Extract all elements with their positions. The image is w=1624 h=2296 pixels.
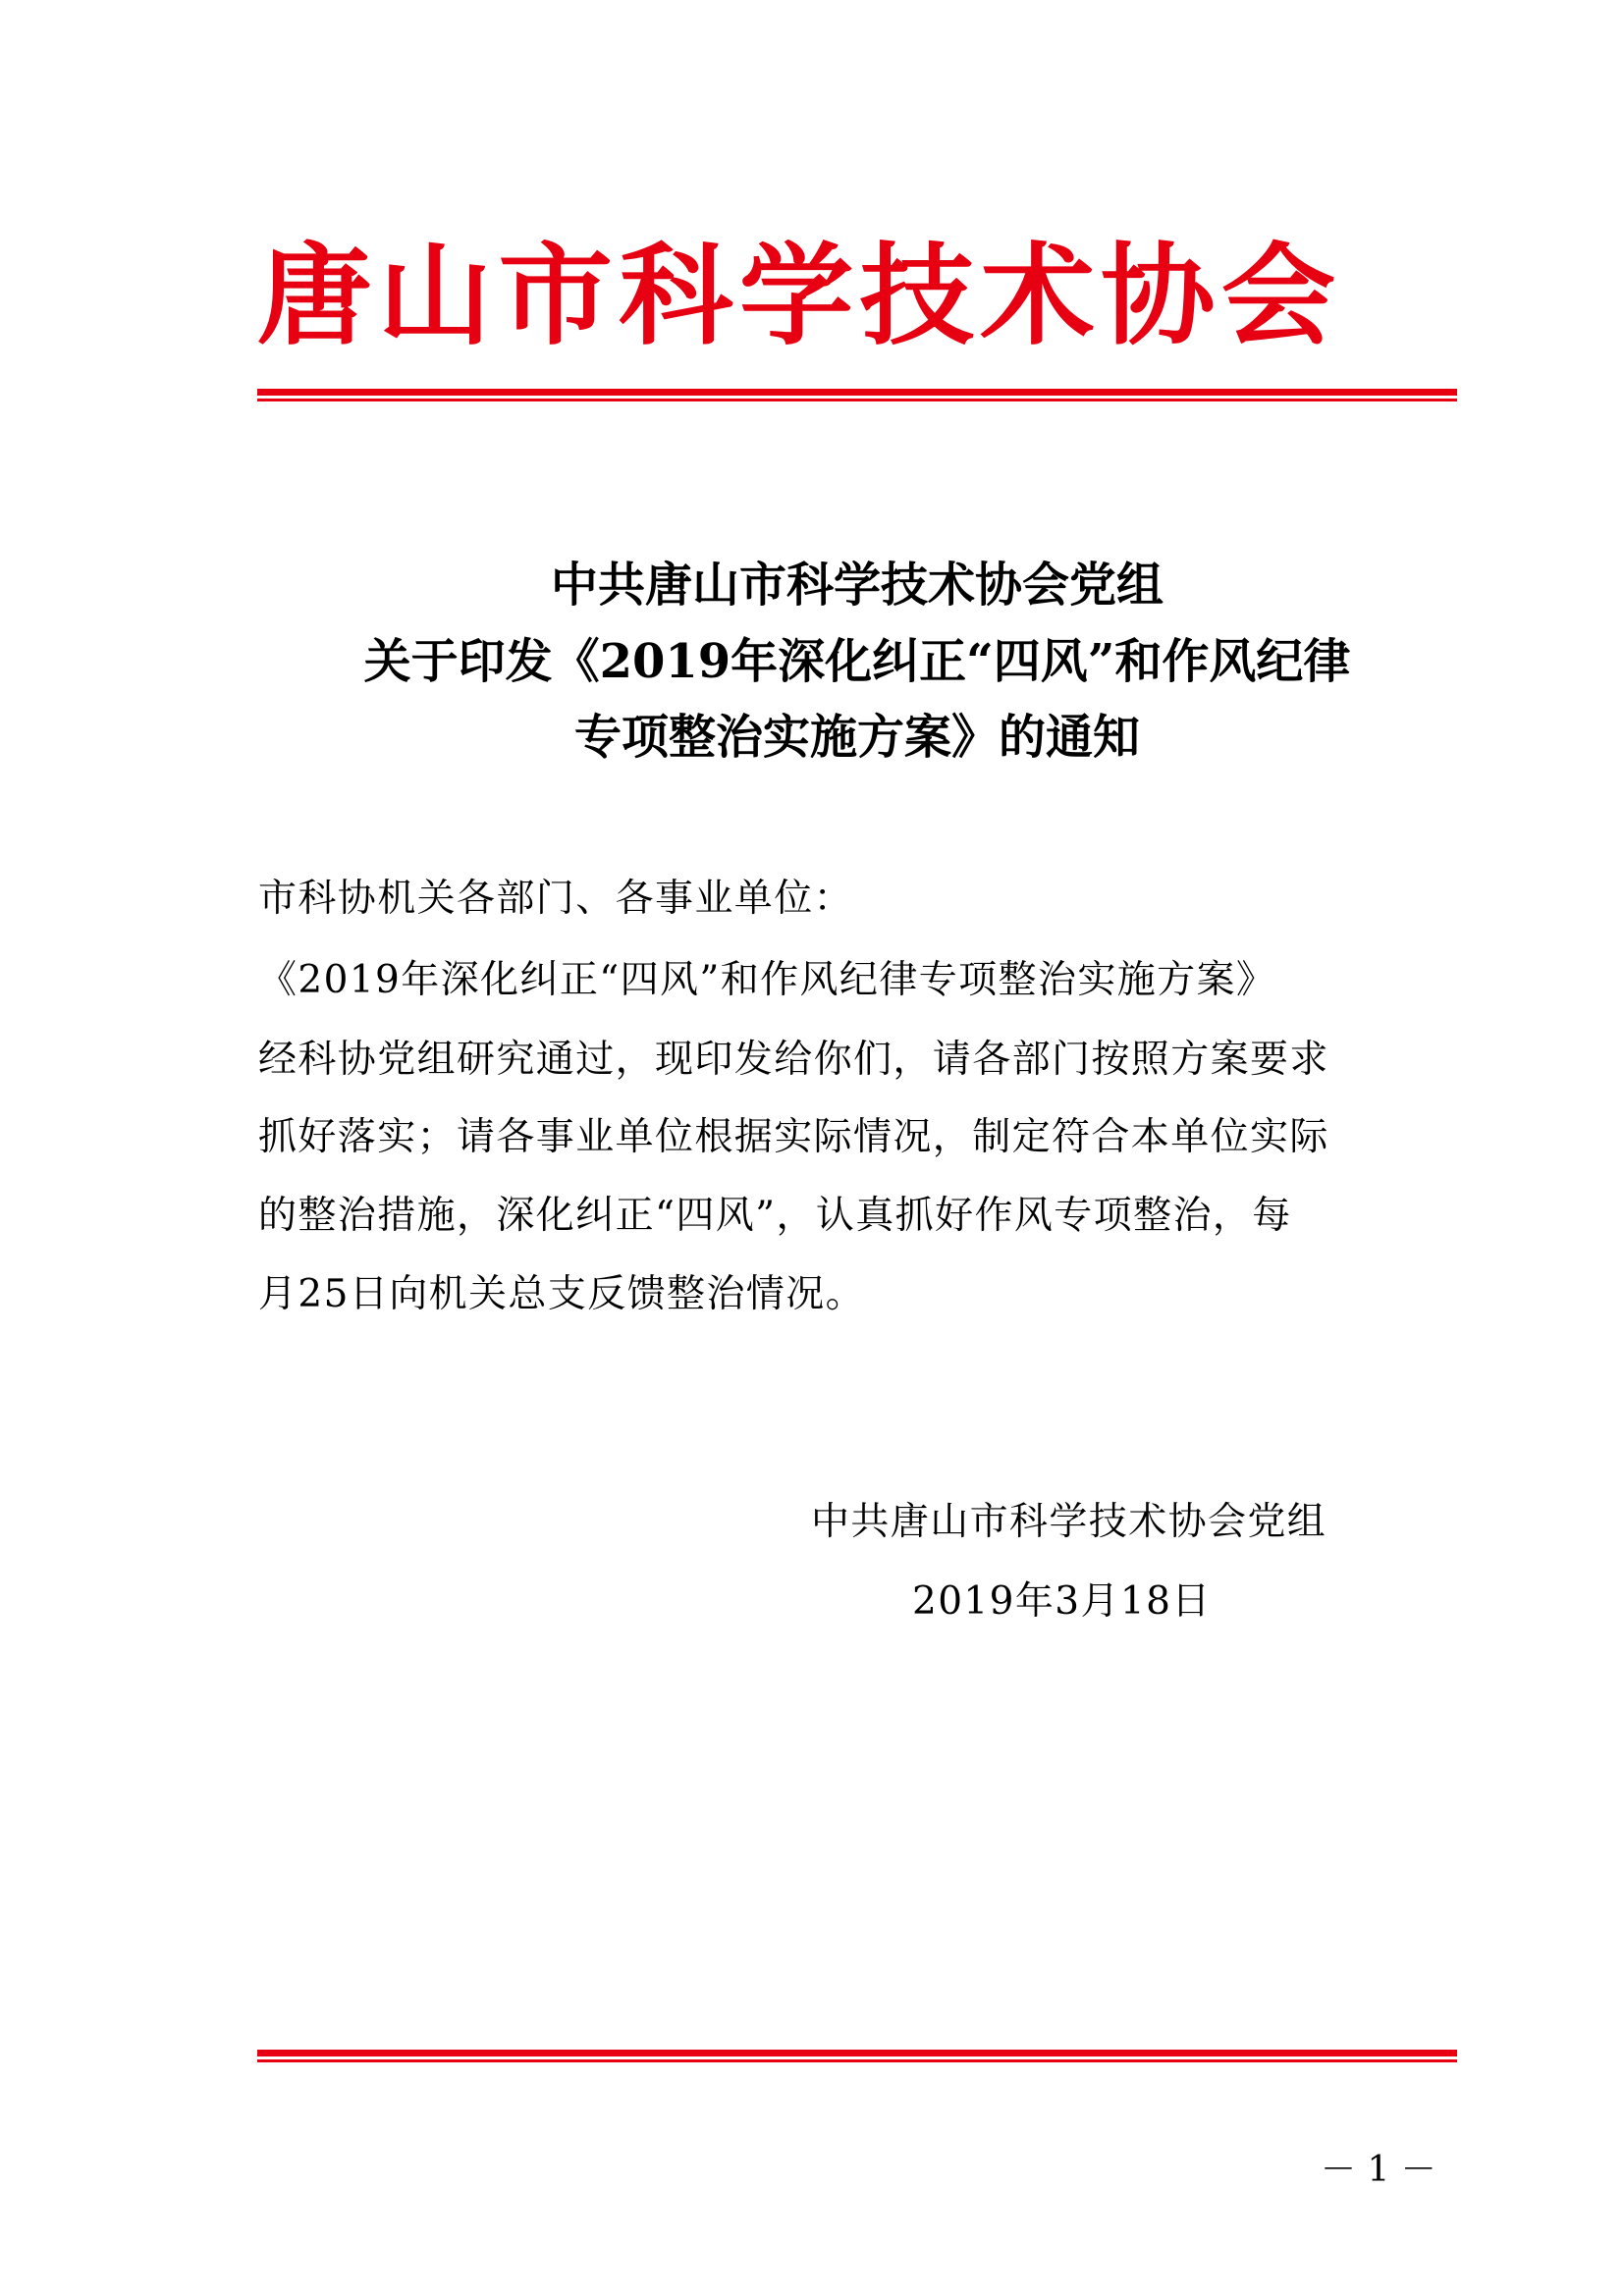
red-rule-thin [257, 2059, 1457, 2062]
masthead-org-name: 唐山市科学技术协会 [257, 232, 1342, 360]
body-line: 抓好落实；请各事业单位根据实际情况，制定符合本单位实际 [258, 1115, 1329, 1159]
body-line: 月25日向机关总支反馈整治情况。 [258, 1272, 866, 1316]
signature-org: 中共唐山市科学技术协会党组 [811, 1500, 1327, 1544]
page-number: － 1 － [1321, 2150, 1436, 2190]
document-title-line-3: 专项整治实施方案》的通知 [573, 710, 1140, 765]
document-title-line-2: 关于印发《2019年深化纠正“四风”和作风纪律 [363, 634, 1351, 689]
footer-red-rule [257, 2050, 1457, 2063]
red-rule-thick [257, 389, 1457, 396]
body-line: 的整治措施，深化纠正“四风”，认真抓好作风专项整治，每 [258, 1194, 1292, 1238]
red-rule-thin [257, 399, 1457, 401]
red-rule-thick [257, 2050, 1457, 2056]
masthead-red-rule [257, 389, 1457, 402]
salutation: 市科协机关各部门、各事业单位： [258, 877, 854, 921]
body-line: 经科协党组研究通过，现印发给你们，请各部门按照方案要求 [258, 1038, 1329, 1082]
body-line: 《2019年深化纠正“四风”和作风纪律专项整治实施方案》 [258, 958, 1276, 1002]
document-title-line-1: 中共唐山市科学技术协会党组 [550, 558, 1164, 613]
signature-date: 2019年3月18日 [912, 1579, 1212, 1624]
